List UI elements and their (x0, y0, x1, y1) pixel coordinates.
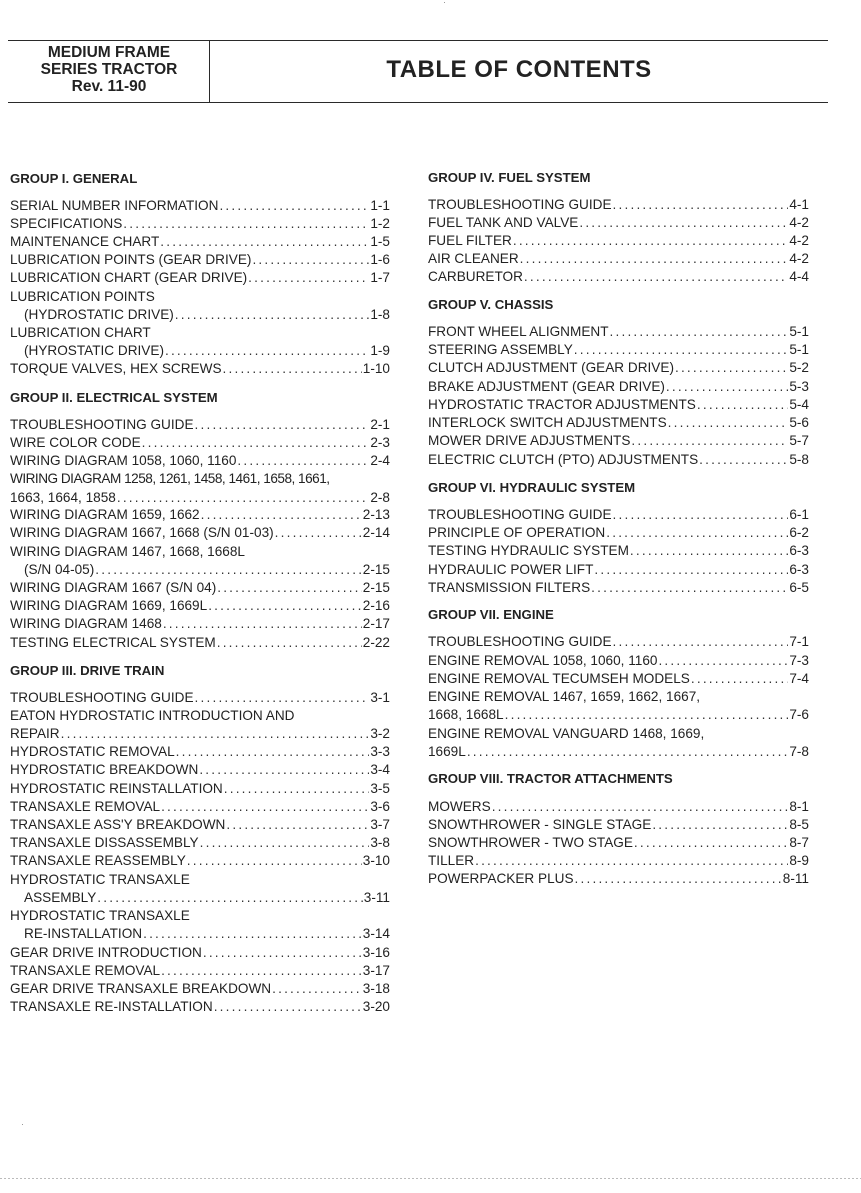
entry-page: 1-7 (370, 270, 390, 285)
entry-title: HYDRAULIC POWER LIFT (428, 562, 594, 577)
entry-title: GEAR DRIVE INTRODUCTION (10, 945, 202, 960)
entry-title: HYDROSTATIC TRANSAXLE (10, 872, 190, 887)
entry-title: TROUBLESHOOTING GUIDE (428, 634, 612, 649)
toc-entry[interactable] (428, 452, 809, 468)
toc-entry[interactable] (10, 490, 390, 506)
entry-title: HYDROSTATIC TRACTOR ADJUSTMENTS (428, 397, 696, 412)
dot-leader (699, 452, 788, 468)
manual-revision: Rev. 11-90 (71, 78, 147, 95)
entry-page: 3-1 (370, 690, 390, 705)
dot-leader (123, 216, 369, 232)
entry-title: CLUTCH ADJUSTMENT (GEAR DRIVE) (428, 360, 674, 375)
toc-entry[interactable] (10, 781, 390, 797)
toc-entry[interactable] (428, 415, 809, 431)
dot-leader (142, 435, 370, 451)
toc-entry[interactable] (10, 926, 390, 942)
toc-entry[interactable] (10, 270, 390, 286)
entry-title: TRANSAXLE REASSEMBLY (10, 853, 186, 868)
toc-entry[interactable] (10, 525, 390, 541)
dot-leader (201, 507, 362, 523)
dot-leader (594, 562, 788, 578)
dot-leader (175, 307, 370, 323)
toc-entry[interactable] (10, 872, 390, 888)
dot-leader (223, 361, 362, 377)
entry-title: FUEL FILTER (428, 233, 512, 248)
toc-entry[interactable] (428, 543, 809, 559)
toc-entry[interactable] (428, 525, 809, 541)
toc-entry[interactable] (428, 379, 809, 395)
dot-leader (658, 653, 788, 669)
dot-leader (610, 324, 789, 340)
dot-leader (513, 233, 789, 249)
entry-title: WIRING DIAGRAM 1258, 1261, 1458, 1461, 1658, 1661, (10, 471, 330, 486)
entry-page: 2-15 (362, 562, 390, 577)
dot-leader (524, 269, 788, 285)
toc-entry[interactable] (10, 580, 390, 596)
toc-entry[interactable] (428, 835, 809, 851)
dot-leader (248, 270, 369, 286)
group-heading: GROUP V. CHASSIS (428, 297, 554, 312)
entry-title: WIRING DIAGRAM 1058, 1060, 1160 (10, 453, 237, 468)
entry-title: MOWER DRIVE ADJUSTMENTS (428, 433, 631, 448)
toc-entry[interactable] (428, 853, 809, 869)
entry-title: (HYROSTATIC DRIVE) (24, 343, 164, 358)
entry-page: 4-4 (789, 269, 809, 284)
dot-leader (575, 871, 782, 887)
entry-title: TROUBLESHOOTING GUIDE (10, 417, 194, 432)
dot-leader (219, 198, 369, 214)
group-heading: GROUP II. ELECTRICAL SYSTEM (10, 390, 218, 405)
group-heading: GROUP VI. HYDRAULIC SYSTEM (428, 480, 636, 495)
dot-leader (97, 890, 363, 906)
entry-title: TRANSMISSION FILTERS (428, 580, 591, 595)
entry-title: TRANSAXLE RE-INSTALLATION (10, 999, 213, 1014)
toc-entry[interactable] (10, 343, 390, 359)
entry-title: WIRING DIAGRAM 1659, 1662 (10, 507, 200, 522)
entry-page: 7-4 (789, 671, 809, 686)
toc-entry[interactable] (428, 360, 809, 376)
entry-title: HYDROSTATIC REMOVAL (10, 744, 175, 759)
dot-leader (252, 252, 369, 268)
entry-page: 1-6 (370, 252, 390, 267)
toc-entry[interactable] (10, 471, 390, 487)
dot-leader (226, 817, 369, 833)
dot-leader (574, 342, 789, 358)
toc-entry[interactable] (428, 215, 809, 231)
entry-page: 7-6 (789, 707, 809, 722)
entry-page: 2-14 (362, 525, 390, 540)
dot-leader (163, 616, 362, 632)
entry-page: 7-8 (789, 744, 809, 759)
toc-entry[interactable] (428, 233, 809, 249)
entry-title: (S/N 04-05) (24, 562, 95, 577)
toc-entry[interactable] (10, 799, 390, 815)
entry-page: 3-7 (370, 817, 390, 832)
page-title: TABLE OF CONTENTS (386, 56, 652, 83)
entry-page: 3-4 (370, 762, 390, 777)
toc-entry[interactable] (428, 817, 809, 833)
dot-leader (161, 799, 369, 815)
entry-title: SNOWTHROWER - SINGLE STAGE (428, 817, 652, 832)
entry-title: GEAR DRIVE TRANSAXLE BREAKDOWN (10, 981, 272, 996)
toc-entry[interactable] (10, 198, 390, 214)
dot-leader (61, 726, 370, 742)
entry-page: 3-17 (362, 963, 390, 978)
dot-leader (652, 817, 788, 833)
entry-page: 2-3 (370, 435, 390, 450)
entry-page: 2-4 (370, 453, 390, 468)
toc-entry[interactable] (10, 252, 390, 268)
entry-title: SNOWTHROWER - TWO STAGE (428, 835, 633, 850)
manual-line-2: SERIES TRACTOR (40, 61, 178, 78)
header-bottom-rule (8, 102, 828, 103)
entry-title: ENGINE REMOVAL 1467, 1659, 1662, 1667, (428, 689, 701, 704)
entry-page: 3-8 (370, 835, 390, 850)
entry-page: 2-22 (362, 635, 390, 650)
entry-title: LUBRICATION POINTS (10, 289, 155, 304)
dot-leader (520, 251, 789, 267)
scan-edge-line (0, 1178, 861, 1179)
toc-entry[interactable] (428, 507, 809, 523)
toc-entry[interactable] (10, 817, 390, 833)
entry-page: 3-5 (370, 781, 390, 796)
dot-leader (606, 525, 788, 541)
entry-page: 2-16 (362, 598, 390, 613)
group-heading: GROUP IV. FUEL SYSTEM (428, 170, 591, 185)
entry-page: 5-4 (789, 397, 809, 412)
toc-entry[interactable] (10, 435, 390, 451)
entry-title: LUBRICATION POINTS (GEAR DRIVE) (10, 252, 252, 267)
entry-page: 8-9 (789, 853, 809, 868)
entry-title: ENGINE REMOVAL 1058, 1060, 1160 (428, 653, 658, 668)
entry-title: HYDROSTATIC REINSTALLATION (10, 781, 223, 796)
entry-title: WIRING DIAGRAM 1669, 1669L (10, 598, 208, 613)
dot-leader (161, 963, 362, 979)
entry-page: 5-3 (789, 379, 809, 394)
entry-title: HYDROSTATIC BREAKDOWN (10, 762, 199, 777)
entry-title: TROUBLESHOOTING GUIDE (428, 507, 612, 522)
entry-title: POWERPACKER PLUS (428, 871, 574, 886)
entry-page: 8-7 (789, 835, 809, 850)
toc-entry[interactable] (10, 853, 390, 869)
toc-entry[interactable] (10, 325, 390, 341)
dot-leader (591, 580, 788, 596)
entry-page: 6-3 (789, 562, 809, 577)
entry-title: CARBURETOR (428, 269, 523, 284)
group-heading: GROUP VII. ENGINE (428, 607, 554, 622)
entry-title: INTERLOCK SWITCH ADJUSTMENTS (428, 415, 667, 430)
dot-leader (697, 397, 788, 413)
dot-leader (214, 999, 362, 1015)
entry-title: ASSEMBLY (24, 890, 97, 905)
toc-entry[interactable] (428, 689, 809, 705)
dot-leader (579, 215, 788, 231)
entry-title: ELECTRIC CLUTCH (PTO) ADJUSTMENTS (428, 452, 699, 467)
entry-title: PRINCIPLE OF OPERATION (428, 525, 606, 540)
toc-entry[interactable] (428, 433, 809, 449)
dot-leader (666, 379, 788, 395)
entry-title: (HYDROSTATIC DRIVE) (24, 307, 174, 322)
entry-page: 8-1 (789, 799, 809, 814)
toc-entry[interactable] (428, 197, 809, 213)
entry-page: 1-9 (370, 343, 390, 358)
dot-leader (475, 853, 788, 869)
entry-page: 4-2 (789, 233, 809, 248)
entry-title: FUEL TANK AND VALVE (428, 215, 579, 230)
toc-entry[interactable] (10, 981, 390, 997)
entry-title: FRONT WHEEL ALIGNMENT (428, 324, 609, 339)
entry-page: 6-3 (789, 543, 809, 558)
entry-title: WIRING DIAGRAM 1667 (S/N 04) (10, 580, 217, 595)
entry-page: 6-5 (789, 580, 809, 595)
entry-page: 3-14 (362, 926, 390, 941)
header-top-rule (8, 40, 828, 41)
entry-title: REPAIR (10, 726, 60, 741)
group-heading: GROUP I. GENERAL (10, 171, 138, 186)
entry-title: LUBRICATION CHART (10, 325, 151, 340)
entry-title: 1668, 1668L (428, 707, 504, 722)
toc-entry[interactable] (10, 598, 390, 614)
toc-entry[interactable] (428, 634, 809, 650)
entry-title: MAINTENANCE CHART (10, 234, 160, 249)
entry-title: TRANSAXLE REMOVAL (10, 963, 161, 978)
entry-page: 1-1 (370, 198, 390, 213)
entry-title: WIRING DIAGRAM 1468 (10, 616, 162, 631)
toc-entry[interactable] (428, 251, 809, 267)
toc-entry[interactable] (428, 397, 809, 413)
entry-page: 3-20 (362, 999, 390, 1014)
toc-entry[interactable] (10, 453, 390, 469)
toc-entry[interactable] (428, 726, 809, 742)
toc-entry[interactable] (10, 289, 390, 305)
toc-entry[interactable] (10, 999, 390, 1015)
toc-entry[interactable] (10, 835, 390, 851)
toc-entry[interactable] (10, 744, 390, 760)
dot-leader (668, 415, 789, 431)
dot-leader (613, 507, 789, 523)
entry-title: TILLER (428, 853, 475, 868)
dot-leader (117, 490, 370, 506)
scan-speck (22, 1124, 23, 1125)
toc-entry[interactable] (10, 890, 390, 906)
toc-entry[interactable] (428, 799, 809, 815)
dot-leader (95, 562, 362, 578)
dot-leader (237, 453, 369, 469)
toc-entry[interactable] (10, 635, 390, 651)
dot-leader (492, 799, 789, 815)
dot-leader (634, 835, 788, 851)
dot-leader (195, 690, 370, 706)
entry-page: 4-2 (789, 251, 809, 266)
dot-leader (224, 781, 370, 797)
toc-entry[interactable] (10, 708, 390, 724)
entry-page: 4-1 (789, 197, 809, 212)
entry-title: STEERING ASSEMBLY (428, 342, 573, 357)
group-heading: GROUP III. DRIVE TRAIN (10, 663, 165, 678)
dot-leader (613, 634, 789, 650)
dot-leader (199, 762, 369, 778)
entry-page: 1-5 (370, 234, 390, 249)
entry-title: ENGINE REMOVAL TECUMSEH MODELS (428, 671, 690, 686)
toc-entry[interactable] (428, 342, 809, 358)
toc-entry[interactable] (10, 544, 390, 560)
dot-leader (275, 525, 362, 541)
dot-leader (613, 197, 789, 213)
toc-entry[interactable] (10, 616, 390, 632)
entry-page: 1-10 (362, 361, 390, 376)
entry-page: 3-10 (362, 853, 390, 868)
dot-leader (187, 853, 362, 869)
dot-leader (176, 744, 370, 760)
dot-leader (143, 926, 362, 942)
dot-leader (467, 744, 789, 760)
entry-page: 5-8 (789, 452, 809, 467)
entry-page: 5-2 (789, 360, 809, 375)
entry-title: 1663, 1664, 1858 (10, 490, 116, 505)
toc-entry[interactable] (10, 562, 390, 578)
entry-page: 5-7 (789, 433, 809, 448)
toc-entry[interactable] (10, 963, 390, 979)
entry-page: 1-8 (370, 307, 390, 322)
entry-page: 2-13 (362, 507, 390, 522)
entry-title: SPECIFICATIONS (10, 216, 123, 231)
entry-page: 2-1 (370, 417, 390, 432)
dot-leader (165, 343, 369, 359)
entry-title: RE-INSTALLATION (24, 926, 143, 941)
toc-entry[interactable] (428, 324, 809, 340)
entry-title: TESTING ELECTRICAL SYSTEM (10, 635, 216, 650)
dot-leader (675, 360, 788, 376)
entry-page: 3-11 (363, 890, 390, 905)
toc-entry[interactable] (428, 653, 809, 669)
entry-page: 8-11 (782, 871, 809, 886)
dot-leader (505, 707, 789, 723)
entry-page: 7-3 (789, 653, 809, 668)
entry-title: TRANSAXLE ASS'Y BREAKDOWN (10, 817, 226, 832)
toc-entry[interactable] (10, 307, 390, 323)
entry-page: 5-1 (789, 342, 809, 357)
entry-page: 2-17 (362, 616, 390, 631)
toc-entry[interactable] (10, 762, 390, 778)
entry-page: 7-1 (789, 634, 809, 649)
entry-page: 3-16 (362, 945, 390, 960)
toc-entry[interactable] (428, 580, 809, 596)
entry-page: 4-2 (789, 215, 809, 230)
dot-leader (195, 417, 370, 433)
entry-page: 6-1 (789, 507, 809, 522)
entry-title: HYDROSTATIC TRANSAXLE (10, 908, 190, 923)
toc-entry[interactable] (428, 707, 809, 723)
toc-entry[interactable] (10, 507, 390, 523)
entry-title: TROUBLESHOOTING GUIDE (428, 197, 612, 212)
entry-page: 3-18 (362, 981, 390, 996)
toc-entry[interactable] (428, 671, 809, 687)
toc-entry[interactable] (428, 562, 809, 578)
entry-page: 1-2 (370, 216, 390, 231)
manual-line-1: MEDIUM FRAME (47, 44, 171, 61)
toc-entry[interactable] (428, 269, 809, 285)
entry-title: 1669L (428, 744, 466, 759)
dot-leader (217, 635, 362, 651)
dot-leader (200, 835, 370, 851)
dot-leader (630, 543, 788, 559)
entry-page: 3-3 (370, 744, 390, 759)
entry-title: LUBRICATION CHART (GEAR DRIVE) (10, 270, 248, 285)
toc-entry[interactable] (10, 417, 390, 433)
entry-title: TRANSAXLE REMOVAL (10, 799, 161, 814)
toc-entry[interactable] (428, 871, 809, 887)
toc-entry[interactable] (10, 234, 390, 250)
toc-entry[interactable] (10, 361, 390, 377)
entry-page: 2-8 (370, 490, 390, 505)
toc-entry[interactable] (10, 908, 390, 924)
toc-entry[interactable] (10, 945, 390, 961)
toc-entry[interactable] (10, 216, 390, 232)
entry-title: WIRE COLOR CODE (10, 435, 141, 450)
toc-entry[interactable] (428, 744, 809, 760)
entry-page: 3-2 (370, 726, 390, 741)
entry-title: TRANSAXLE DISSASSEMBLY (10, 835, 199, 850)
dot-leader (272, 981, 362, 997)
entry-page: 2-15 (362, 580, 390, 595)
entry-title: MOWERS (428, 799, 491, 814)
dot-leader (160, 234, 369, 250)
entry-title: SERIAL NUMBER INFORMATION (10, 198, 219, 213)
entry-title: EATON HYDROSTATIC INTRODUCTION AND (10, 708, 295, 723)
entry-title: WIRING DIAGRAM 1667, 1668 (S/N 01-03) (10, 525, 274, 540)
entry-page: 6-2 (789, 525, 809, 540)
entry-title: ENGINE REMOVAL VANGUARD 1468, 1669, (428, 726, 705, 741)
group-heading: GROUP VIII. TRACTOR ATTACHMENTS (428, 771, 673, 786)
entry-page: 5-1 (789, 324, 809, 339)
entry-page: 5-6 (789, 415, 809, 430)
entry-title: WIRING DIAGRAM 1467, 1668, 1668L (10, 544, 245, 559)
dot-leader (691, 671, 788, 687)
dot-leader (203, 945, 362, 961)
scan-speck (444, 2, 445, 3)
entry-title: TESTING HYDRAULIC SYSTEM (428, 543, 629, 558)
entry-title: TROUBLESHOOTING GUIDE (10, 690, 194, 705)
toc-entry[interactable] (10, 726, 390, 742)
dot-leader (208, 598, 362, 614)
entry-title: BRAKE ADJUSTMENT (GEAR DRIVE) (428, 379, 665, 394)
toc-entry[interactable] (10, 690, 390, 706)
dot-leader (631, 433, 788, 449)
entry-title: AIR CLEANER (428, 251, 519, 266)
entry-page: 8-5 (789, 817, 809, 832)
entry-page: 3-6 (370, 799, 390, 814)
manual-identifier (10, 44, 208, 95)
entry-title: TORQUE VALVES, HEX SCREWS (10, 361, 222, 376)
dot-leader (217, 580, 362, 596)
